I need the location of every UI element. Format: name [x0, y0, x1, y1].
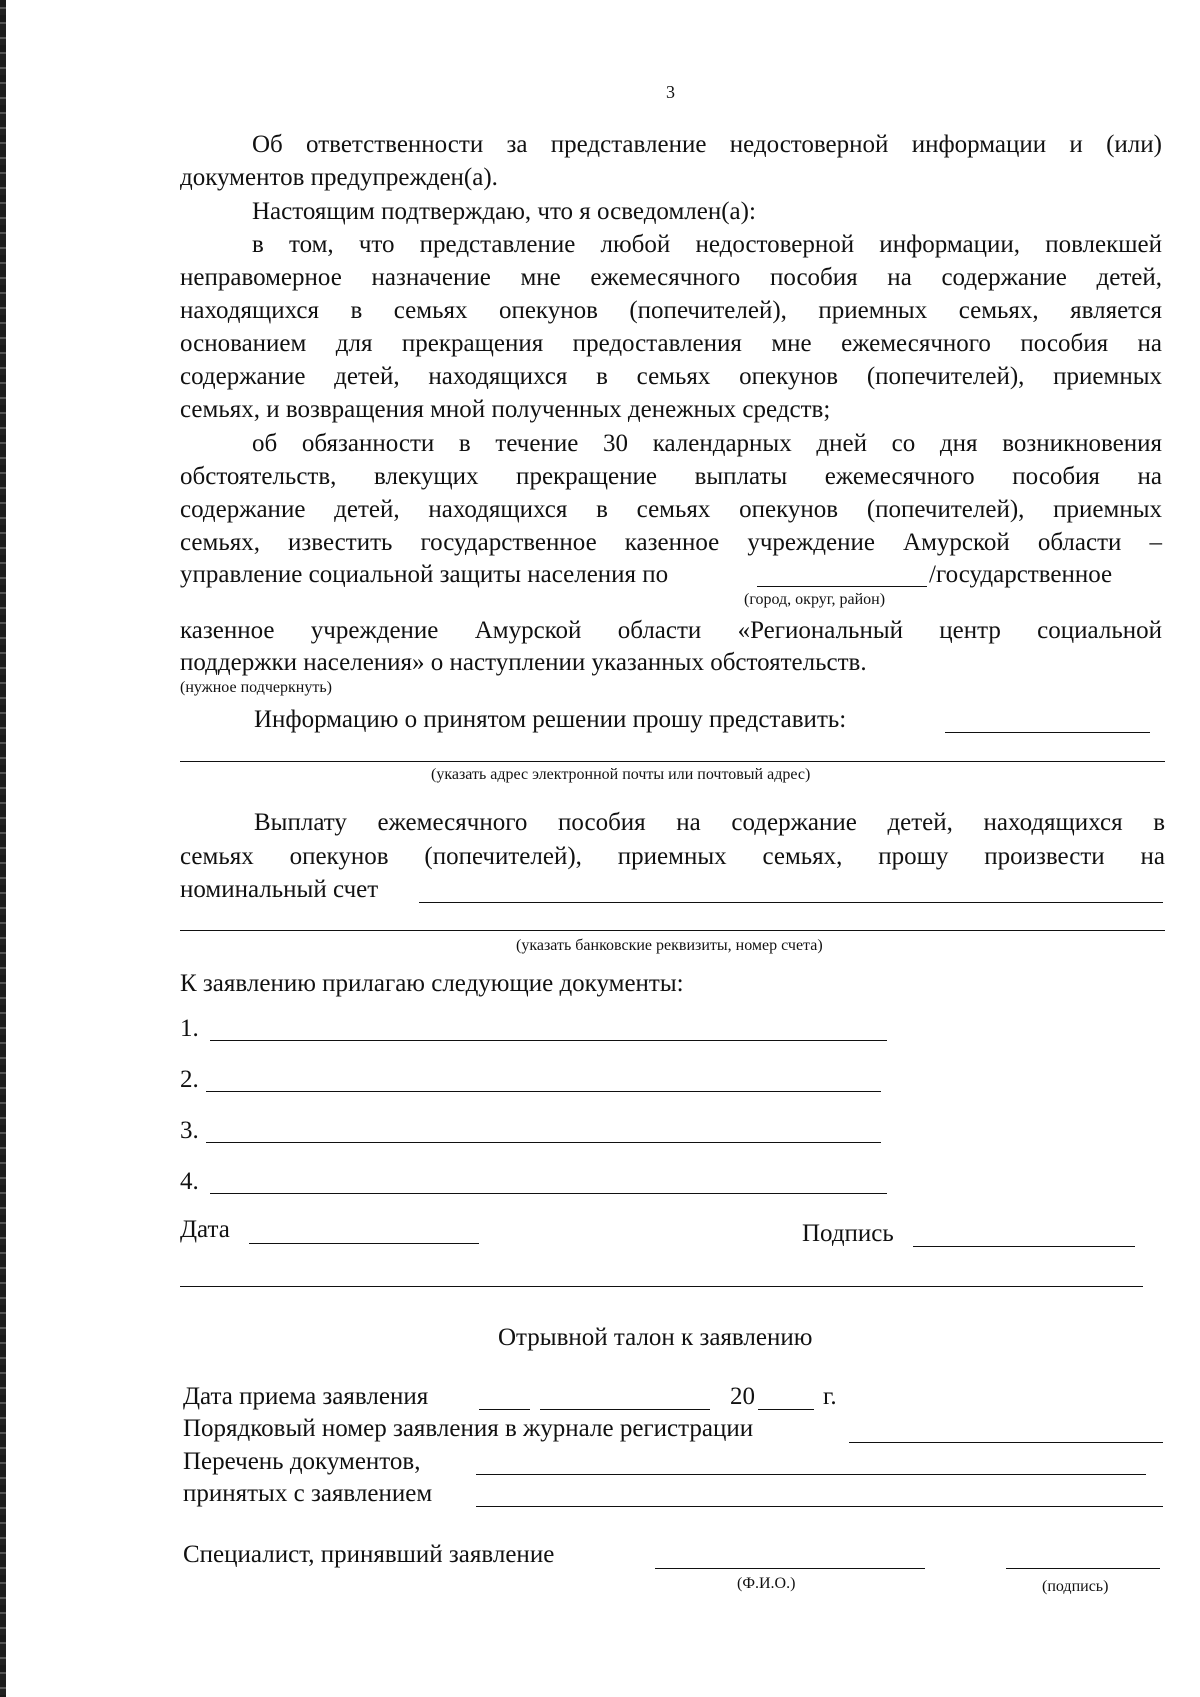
account-field[interactable]: [419, 902, 1163, 903]
attachment-number: 3.: [180, 1117, 199, 1144]
coupon-title: Отрывной талон к заявлению: [498, 1324, 813, 1351]
signature-label: Подпись: [802, 1220, 894, 1247]
coupon-year-prefix: 20: [730, 1383, 755, 1410]
paragraph-line: содержание детей, находящихся в семьях опекунов (попечителей), приемных: [180, 363, 1162, 390]
hint-sign: (подпись): [1042, 1578, 1109, 1595]
paragraph-line: в том, что представление любой недостоверной информации, повлекшей: [252, 231, 1162, 258]
paragraph-line: документов предупрежден(а).: [180, 164, 498, 191]
attachment-field-1[interactable]: [210, 1040, 887, 1041]
coupon-docs-label-2: принятых с заявлением: [183, 1480, 433, 1507]
specialist-fio-field[interactable]: [655, 1568, 925, 1569]
date-label: Дата: [180, 1216, 230, 1243]
paragraph-line: Об ответственности за представление недостоверной информации и (или): [252, 131, 1162, 158]
date-field[interactable]: [249, 1243, 479, 1244]
page-number: 3: [666, 82, 675, 102]
attachment-field-4[interactable]: [210, 1193, 887, 1194]
paragraph-line: поддержки населения» о наступлении указанных обстоятельств.: [180, 649, 867, 676]
paragraph-line: содержание детей, находящихся в семьях опекунов (попечителей), приемных: [180, 496, 1162, 523]
coupon-year-field[interactable]: [758, 1409, 814, 1410]
coupon-number-label: Порядковый номер заявления в журнале регистрации: [183, 1415, 754, 1442]
account-field-line2[interactable]: [180, 930, 1165, 931]
paragraph-line: семьях опекунов (попечителей), приемных семьях, прошу произвести на: [180, 843, 1165, 870]
hint-bank: (указать банковские реквизиты, номер счета): [516, 937, 823, 954]
scan-edge: [0, 0, 6, 1697]
attachment-field-2[interactable]: [206, 1091, 881, 1092]
coupon-docs-label: Перечень документов,: [183, 1448, 421, 1475]
coupon-year-suffix: г.: [823, 1383, 837, 1410]
paragraph-line: /государственное: [929, 561, 1113, 588]
coupon-docs-field-2[interactable]: [476, 1506, 1163, 1507]
attachment-number: 1.: [180, 1015, 199, 1042]
hint-city: (город, округ, район): [744, 591, 886, 608]
signature-field[interactable]: [913, 1246, 1135, 1247]
address-field-line2[interactable]: [180, 761, 1165, 762]
paragraph-line: семьях, и возвращения мной полученных денежных средств;: [180, 396, 831, 423]
paragraph-line: Выплату ежемесячного пособия на содержание детей, находящихся в: [254, 809, 1165, 836]
paragraph-line: управление социальной защиты населения по: [180, 561, 669, 588]
paragraph-line: семьях, известить государственное казенное учреждение Амурской области –: [180, 529, 1162, 556]
paragraph-line: находящихся в семьях опекунов (попечителей), приемных семьях, является: [180, 297, 1162, 324]
paragraph-line: Настоящим подтверждаю, что я осведомлен(а):: [252, 198, 756, 225]
paragraph-line: об обязанности в течение 30 календарных дней со дня возникновения: [252, 430, 1162, 457]
paragraph-line: номинальный счет: [180, 876, 379, 903]
tear-line: [180, 1286, 1143, 1287]
coupon-docs-field[interactable]: [476, 1474, 1146, 1475]
hint-underline: (нужное подчеркнуть): [180, 679, 332, 696]
attachment-number: 4.: [180, 1168, 199, 1195]
attach-title: К заявлению прилагаю следующие документы:: [180, 970, 684, 997]
paragraph-line: основанием для прекращения предоставления мне ежемесячного пособия на: [180, 330, 1162, 357]
coupon-month-field[interactable]: [540, 1409, 710, 1410]
paragraph-line: неправомерное назначение мне ежемесячного пособия на содержание детей,: [180, 264, 1162, 291]
city-field[interactable]: [757, 586, 927, 587]
coupon-number-field[interactable]: [849, 1442, 1163, 1443]
paragraph-line: казенное учреждение Амурской области «Региональный центр социальной: [180, 617, 1162, 644]
specialist-label: Специалист, принявший заявление: [183, 1541, 555, 1568]
address-field[interactable]: [945, 732, 1150, 733]
coupon-day-field[interactable]: [479, 1409, 530, 1410]
paragraph-line: обстоятельств, влекущих прекращение выплаты ежемесячного пособия на: [180, 463, 1162, 490]
hint-fio: (Ф.И.О.): [737, 1575, 796, 1592]
hint-address: (указать адрес электронной почты или почтовый адрес): [431, 766, 811, 783]
specialist-sign-field[interactable]: [1006, 1568, 1160, 1569]
attachment-number: 2.: [180, 1066, 199, 1093]
info-label: Информацию о принятом решении прошу представить:: [254, 706, 847, 733]
coupon-date-label: Дата приема заявления: [183, 1383, 429, 1410]
attachment-field-3[interactable]: [206, 1142, 881, 1143]
